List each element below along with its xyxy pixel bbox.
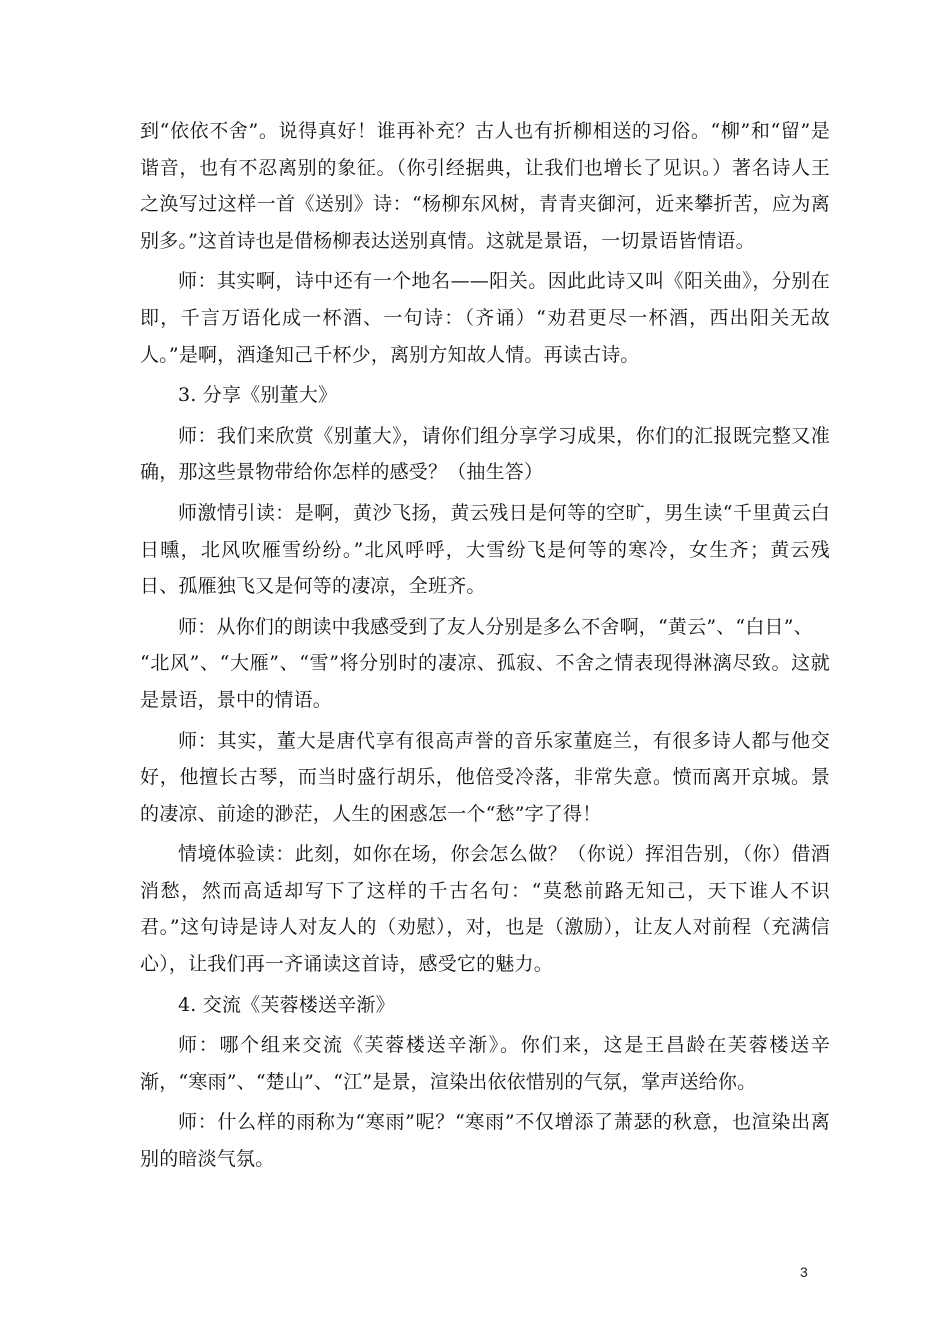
- section-heading-4: 4. 交流《芙蓉楼送辛渐》: [178, 993, 395, 1016]
- paragraph-5: 师激情引读：是啊，黄沙飞扬，黄云残日是何等的空旷，男生读“千里黄云白日曛，北风吹雁雪纷纷。”北风呼呼，大雪纷飞是何等的寒冷，女生齐；黄云残日、孤雁独飞又是何等的凄凉，全班齐。: [140, 501, 830, 598]
- paragraph-9: 情境体验读：此刻，如你在场，你会怎么做？（你说）挥泪告别，（你）借酒消愁，然而高适却写下了这样的千古名句：“莫愁前路无知己，天下谁人不识君。”这句诗是诗人对友人的（劝慰），对，也是（激励），让友人对前程（充满信心），让我们再一齐诵读这首诗，感受它的魅力。: [140, 843, 830, 976]
- paragraph-1: 到“依依不舍”。说得真好！谁再补充？古人也有折柳相送的习俗。“柳”和“留”是谐音，也有不忍离别的象征。（你引经据典，让我们也增长了见识。）著名诗人王之涣写过这样一首《送别》诗：“杨柳东风树，青青夹御河，近来攀折苦，应为离别多。”这首诗也是借杨柳表达送别真情。这就是景语，一切景语皆情语。: [140, 120, 830, 252]
- page-number: 3: [800, 1264, 808, 1280]
- paragraph-7: “北风”、“大雁”、“雪”将分别时的凄凉、孤寂、不舍之情表现得淋漓尽致。这就是景语，景中的情语。: [140, 652, 830, 711]
- paragraph-4: 师：我们来欣赏《别董大》，请你们组分享学习成果，你们的汇报既完整又准确，那这些景物带给你怎样的感受？（抽生答）: [140, 424, 830, 484]
- paragraph-6: 师：从你们的朗读中我感受到了友人分别是多么不舍啊，“黄云”、“白日”、: [178, 615, 813, 638]
- document-body: [140, 113, 830, 1178]
- paragraph-11: 师：哪个组来交流《芙蓉楼送辛渐》。你们来，这是王昌龄在芙蓉楼送辛渐，“寒雨”、“楚山”、“江”是景，渲染出依依惜别的气氛，掌声送给你。: [140, 1034, 830, 1093]
- section-heading-3: 3. 分享《别董大》: [178, 384, 338, 407]
- paragraph-2: 师：其实啊，诗中还有一个地名——阳关。因此此诗又叫《阳关曲》，分别在即，千言万语化成一杯酒、一句诗：（齐诵）“劝君更尽一杯酒，西出阳关无故人。”是啊，酒逢知己千杯少，离别方知故人情。再读古诗。: [140, 270, 830, 366]
- paragraph-12: 师：什么样的雨称为“寒雨”呢？“寒雨”不仅增添了萧瑟的秋意，也渲染出离别的暗淡气氛。: [140, 1111, 830, 1171]
- paragraph-8: 师：其实，董大是唐代享有很高声誉的音乐家董庭兰，有很多诗人都与他交好，他擅长古琴，而当时盛行胡乐，他倍受冷落，非常失意。愤而离开京城。景的凄凉、前途的渺茫，人生的困惑怎一个“愁”字了得！: [140, 729, 830, 825]
